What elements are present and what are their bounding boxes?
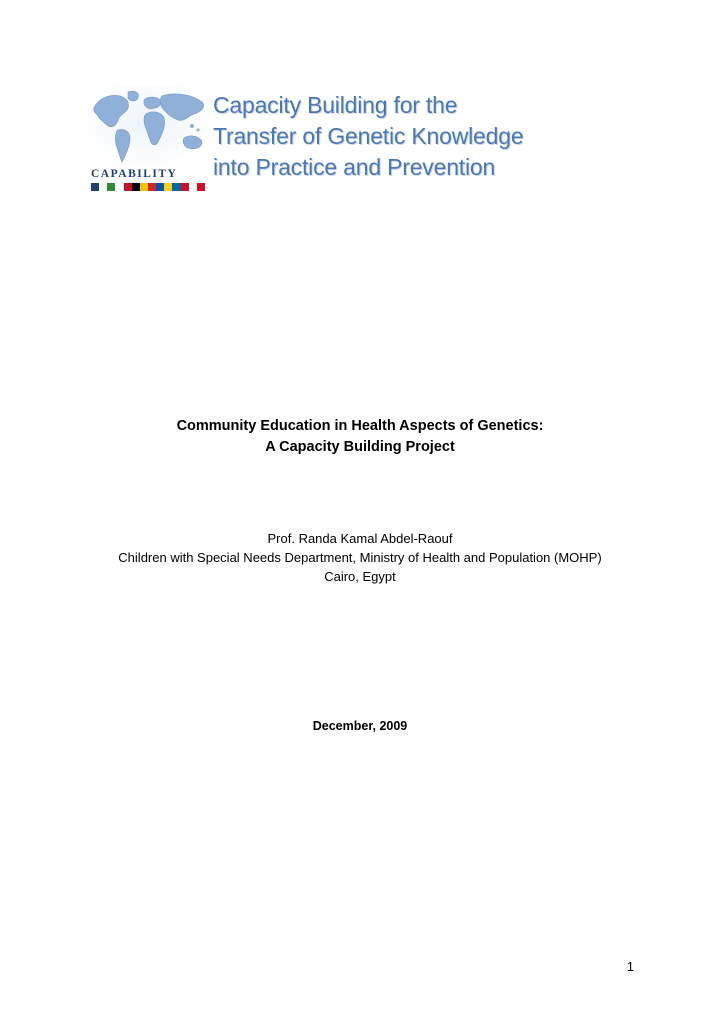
- flag-stripe: [132, 183, 140, 191]
- flag-stripe: [156, 183, 164, 191]
- logo-line-2: Transfer of Genetic Knowledge: [213, 123, 524, 149]
- flag-stripe: [189, 183, 197, 191]
- logo-line-3: into Practice and Prevention: [213, 154, 496, 180]
- flag-stripe: [172, 183, 180, 191]
- page-number: 1: [626, 959, 634, 974]
- flag-stripe: [140, 183, 148, 191]
- author-block: [0, 529, 720, 586]
- flag-stripe: [115, 183, 123, 191]
- title-line-1: Community Education in Health Aspects of Genetics:: [176, 418, 544, 434]
- flag-stripe: [197, 183, 205, 191]
- flag-stripe: [124, 183, 132, 191]
- logo-line-1: Capacity Building for the: [213, 92, 458, 118]
- author-name: Prof. Randa Kamal Abdel-Raouf: [267, 531, 453, 546]
- flag-strip: [91, 183, 205, 191]
- logo-tagline: [213, 90, 598, 183]
- flag-stripe: [181, 183, 189, 191]
- author-affiliation: Children with Special Needs Department, Ministry of Health and Population (MOHP): [118, 550, 602, 565]
- author-location: Cairo, Egypt: [324, 569, 396, 584]
- flag-stripe: [91, 183, 99, 191]
- world-map-graphic: [88, 86, 208, 166]
- capability-logo: [88, 86, 598, 198]
- document-date: December, 2009: [312, 719, 408, 733]
- document-title: [0, 416, 720, 458]
- world-map-icon: [88, 86, 208, 198]
- flag-stripe: [164, 183, 172, 191]
- title-line-2: A Capacity Building Project: [265, 439, 455, 455]
- flag-stripe: [107, 183, 115, 191]
- logo-wordmark: CAPABILITY: [91, 168, 178, 180]
- flag-stripe: [148, 183, 156, 191]
- flag-stripe: [99, 183, 107, 191]
